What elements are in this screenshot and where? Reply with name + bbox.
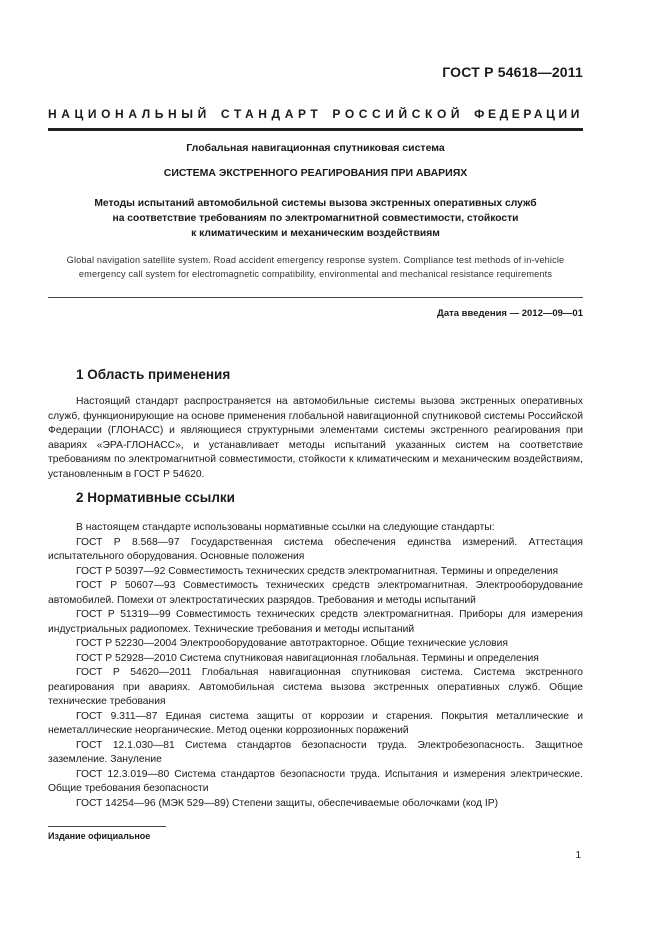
- reference-line: ГОСТ 14254—96 (МЭК 529—89) Степени защиты, обеспечиваемые оболочками (код IP): [76, 797, 499, 809]
- section-heading-references: 2 Нормативные ссылки: [76, 490, 235, 505]
- english-title-line: Global navigation satellite system. Road accident emergency response system. Compliance test methods of in-vehicle: [66, 255, 565, 265]
- section-heading-scope: 1 Область применения: [76, 367, 231, 382]
- title-methods-line: к климатическим и механическим воздействиям: [191, 228, 440, 239]
- reference-line: ГОСТ Р 54620—2011 Глобальная навигационная спутниковая система. Система экстренного реагирования при авариях. Автомобильная система вызова экстренных оперативных служб. Общие технические требования: [48, 667, 583, 707]
- english-title: [48, 253, 583, 281]
- title-main: СИСТЕМА ЭКСТРЕННОГО РЕАГИРОВАНИЯ ПРИ АВАРИЯХ: [163, 167, 468, 179]
- reference-line: ГОСТ Р 50397—92 Совместимость технических средств электромагнитная. Термины и определения: [76, 565, 559, 577]
- reference-line: ГОСТ 12.3.019—80 Система стандартов безопасности труда. Испытания и измерения электрические. Общие требования безопасности: [48, 768, 583, 794]
- national-word: ФЕДЕРАЦИИ: [474, 107, 583, 121]
- reference-line: ГОСТ 9.311—87 Единая система защиты от коррозии и старения. Покрытия металлические и неметаллические неорганические. Метод оценки коррозионных поражений: [48, 710, 583, 736]
- national-standard-heading: [48, 107, 583, 121]
- national-word: НАЦИОНАЛЬНЫЙ: [48, 107, 211, 121]
- title-system: Глобальная навигационная спутниковая система: [186, 142, 445, 154]
- title-methods-line: Методы испытаний автомобильной системы вызова экстренных оперативных служб: [94, 198, 537, 209]
- page-number: 1: [575, 850, 581, 861]
- national-word: РОССИЙСКОЙ: [332, 107, 465, 121]
- title-methods: [48, 196, 583, 241]
- reference-line: ГОСТ 12.1.030—81 Система стандартов безопасности труда. Электробезопасность. Защитное заземление. Зануление: [48, 739, 583, 765]
- title-methods-line: на соответствие требованиям по электромагнитной совместимости, стойкости: [112, 213, 519, 224]
- reference-line: ГОСТ Р 52928—2010 Система спутниковая навигационная глобальная. Термины и определения: [76, 652, 539, 664]
- reference-line: ГОСТ Р 8.568—97 Государственная система обеспечения единства измерений. Аттестация испытательного оборудования. Основные положения: [48, 536, 583, 562]
- reference-line: ГОСТ Р 50607—93 Совместимость технических средств электромагнитная. Электрооборудование автомобилей. Помехи от электростатических разрядов. Требования и методы испытаний: [48, 580, 583, 606]
- title-divider: [48, 297, 583, 298]
- introduction-date: Дата введения — 2012—09—01: [437, 308, 583, 319]
- document-number: ГОСТ Р 54618—2011: [442, 64, 583, 80]
- reference-line: В настоящем стандарте использованы нормативные ссылки на следующие стандарты:: [76, 522, 495, 533]
- scope-paragraph: Настоящий стандарт распространяется на автомобильные системы вызова экстренных оперативных служб, функционирующие на основе применения глобальной навигационной спутниковой системы Российской Федерации (ГЛОНАСС) и являющиеся структурными элементами системы экстренного реагирования при авариях «ЭРА-ГЛОНАСС», и устанавливает методы испытаний указанных систем на соответствие требованиям по электромагнитной совместимости, стойкости к климатическим и механическим воздействиям, установленным в ГОСТ Р 54620.: [48, 396, 583, 480]
- edition-label: Издание официальное: [48, 831, 151, 841]
- national-word: СТАНДАРТ: [220, 107, 323, 121]
- reference-line: ГОСТ Р 51319—99 Совместимость технических средств электромагнитная. Приборы для измерения индустриальных радиопомех. Технические требования и методы испытаний: [48, 609, 583, 635]
- english-title-line: emergency call system for electromagnetic compatibility, environmental and mechanical resistance requirements: [78, 269, 553, 279]
- reference-line: ГОСТ Р 52230—2004 Электрооборудование автотракторное. Общие технические условия: [76, 638, 508, 649]
- normative-references-list: [48, 521, 583, 811]
- header-divider: [48, 128, 583, 131]
- footer-divider: [48, 826, 166, 827]
